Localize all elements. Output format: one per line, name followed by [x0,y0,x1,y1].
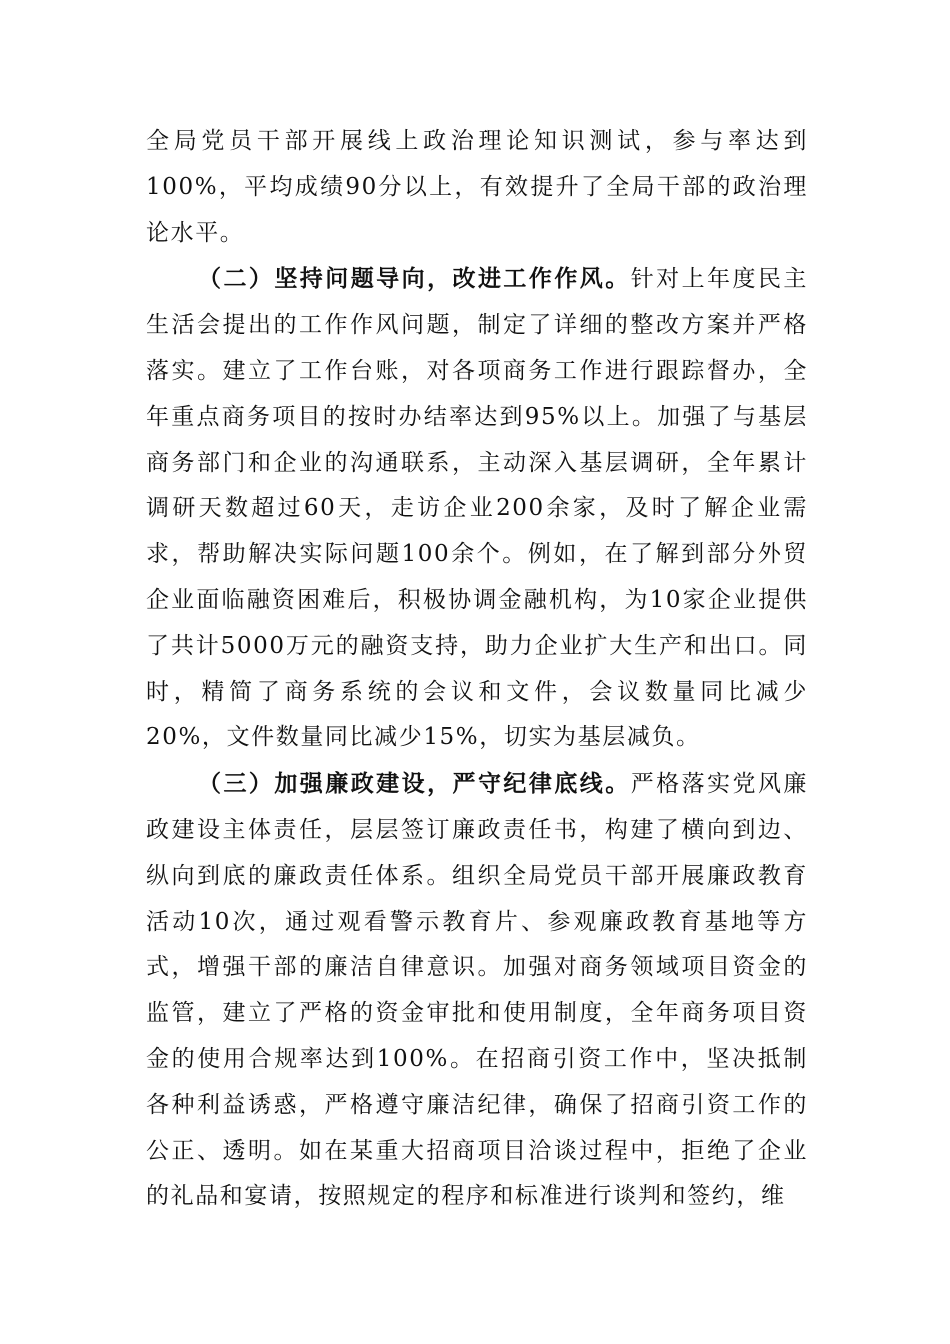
document-body [146,119,808,1220]
paragraph-section-2 [146,256,808,761]
paragraph-continuation [146,119,808,256]
paragraph-body: 针对上年度民主生活会提出的工作作风问题，制定了详细的整改方案并严格落实。建立了工作台账，对各项商务工作进行跟踪督办，全年重点商务项目的按时办结率达到95%以上。加强了与基层商务部门和企业的沟通联系，主动深入基层调研，全年累计调研天数超过60天，走访企业200余家，及时了解企业需求，帮助解决实际问题100余个。例如，在了解到部分外贸企业面临融资困难后，积极协调金融机构，为10家企业提供了共计5000万元的融资支持，助力企业扩大生产和出口。同时，精简了商务系统的会议和文件，会议数量同比减少20%，文件数量同比减少15%，切实为基层减负。 [146,266,808,751]
section-3-heading: （三）加强廉政建设，严守纪律底线。 [198,770,631,798]
paragraph-body: 全局党员干部开展线上政治理论知识测试，参与率达到100%，平均成绩90分以上，有效提升了全局干部的政治理论水平。 [146,128,808,246]
paragraph-section-3 [146,761,808,1220]
section-2-heading: （二）坚持问题导向，改进工作作风。 [198,265,631,293]
paragraph-body: 严格落实党风廉政建设主体责任，层层签订廉政责任书，构建了横向到边、纵向到底的廉政责任体系。组织全局党员干部开展廉政教育活动10次，通过观看警示教育片、参观廉政教育基地等方式，增强干部的廉洁自律意识。加强对商务领域项目资金的监管，建立了严格的资金审批和使用制度，全年商务项目资金的使用合规率达到100%。在招商引资工作中，坚决抵制各种利益诱惑，严格遵守廉洁纪律，确保了招商引资工作的公正、透明。如在某重大招商项目洽谈过程中，拒绝了企业的礼品和宴请，按照规定的程序和标准进行谈判和签约，维 [146,771,808,1210]
